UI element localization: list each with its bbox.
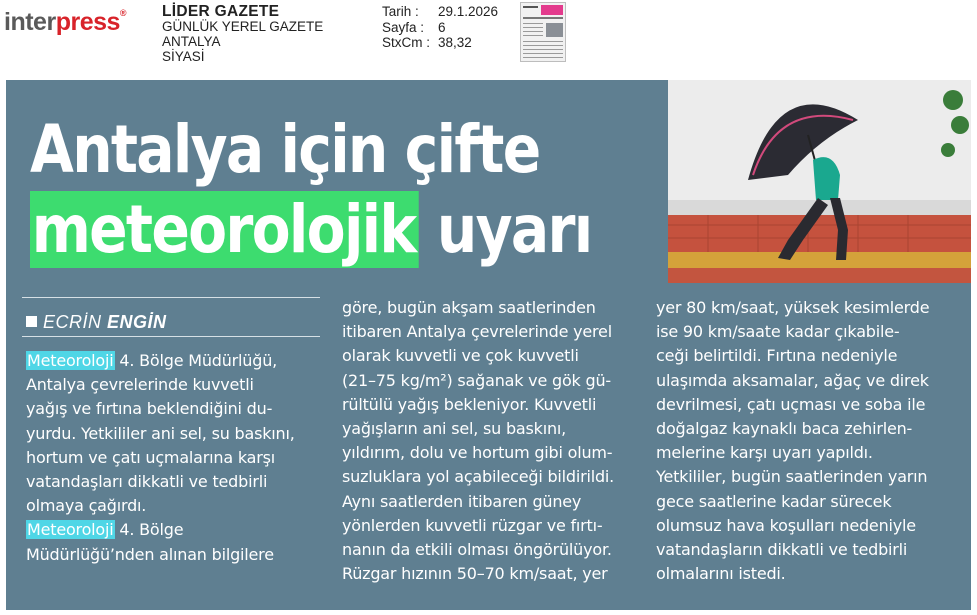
date-label: Tarih :	[382, 4, 419, 19]
interpress-logo: interpress®	[4, 8, 127, 36]
article-headline	[30, 110, 591, 270]
page-thumbnail[interactable]	[520, 2, 566, 62]
publication-category: SİYASİ	[162, 49, 205, 64]
date-value: 29.1.2026	[438, 4, 499, 19]
article-column-2: göre, bugün akşam saatlerinden itibaren Antalya çevrelerinde yerel olarak kuvvetli ve çok kuvvetli (21–75 kg/m²) sağanak ve gök gü- rültülü yağış bekleniyor. Kuvvetli yağışların ani sel, su baskını, yıldırım, dolu ve hortum gibi olum- suzluklara yol açabileceği bildirildi. Aynı saatlerden itibaren güney yönlerden kuvvetli rüzgar ve fırtı- nanın da etkili olması öngörülüyor. Rüzgar hızının 50–70 km/saat, yer	[342, 298, 615, 584]
stxcm-value: 38,32	[438, 35, 472, 50]
keyword-highlight: Meteoroloji	[27, 520, 114, 540]
clipping-meta	[382, 4, 498, 51]
umbrella-photo-icon	[668, 80, 971, 283]
headline-highlight: meteorolojik	[30, 191, 419, 268]
page-value: 6	[438, 19, 446, 35]
publication-type: GÜNLÜK YEREL GAZETE	[162, 19, 324, 34]
article-photo	[668, 80, 971, 283]
publication-city: ANTALYA	[162, 34, 221, 49]
publication-name: LİDER GAZETE	[162, 3, 280, 20]
byline	[26, 312, 167, 333]
byline-bottom-rule	[22, 336, 320, 337]
article-column-3: yer 80 km/saat, yüksek kesimlerde ise 90 km/saate kadar çıkabile- ceği belirtildi. Fırtına nedeniyle ulaşımda aksamalar, ağaç ve direk devrilmesi, çatı uçması ve soba ile doğalgaz kaynaklı baca zehirlen- melerine karşı uyarı yapıldı. Yetkililer, bugün saatlerinden yarın gece saatlerine kadar sürecek olumsuz hava koşulları nedeniyle vatandaşların dikkatli ve tedbirli olmalarını istedi.	[656, 298, 930, 584]
column-1-text-a: 4. Bölge Müdürlüğü, Antalya çevrelerinde kuvvetli yağış ve fırtına beklendiğini du- yurdu. Yetkililer ani sel, su baskını, hortum ve çatı uçmalarına karşı vatandaşları dikkatli ve tedbirli olmaya çağırdı.	[26, 351, 295, 516]
keyword-highlight: Meteoroloji	[27, 351, 114, 370]
publication-info	[162, 4, 323, 64]
headline-line1: Antalya için çifte	[30, 111, 540, 188]
byline-top-rule	[22, 297, 320, 298]
column-1-text-b: 4. Bölge Müdürlüğü’nden alınan bilgilere	[26, 520, 274, 564]
stxcm-label: StxCm :	[382, 35, 431, 50]
byline-square-icon	[26, 316, 37, 327]
headline-rest: uyarı	[418, 191, 592, 268]
article-column-1	[26, 349, 295, 567]
byline-first: ECRİN	[43, 312, 102, 332]
page-label: Sayfa :	[382, 19, 425, 35]
byline-last: ENGİN	[107, 312, 167, 332]
